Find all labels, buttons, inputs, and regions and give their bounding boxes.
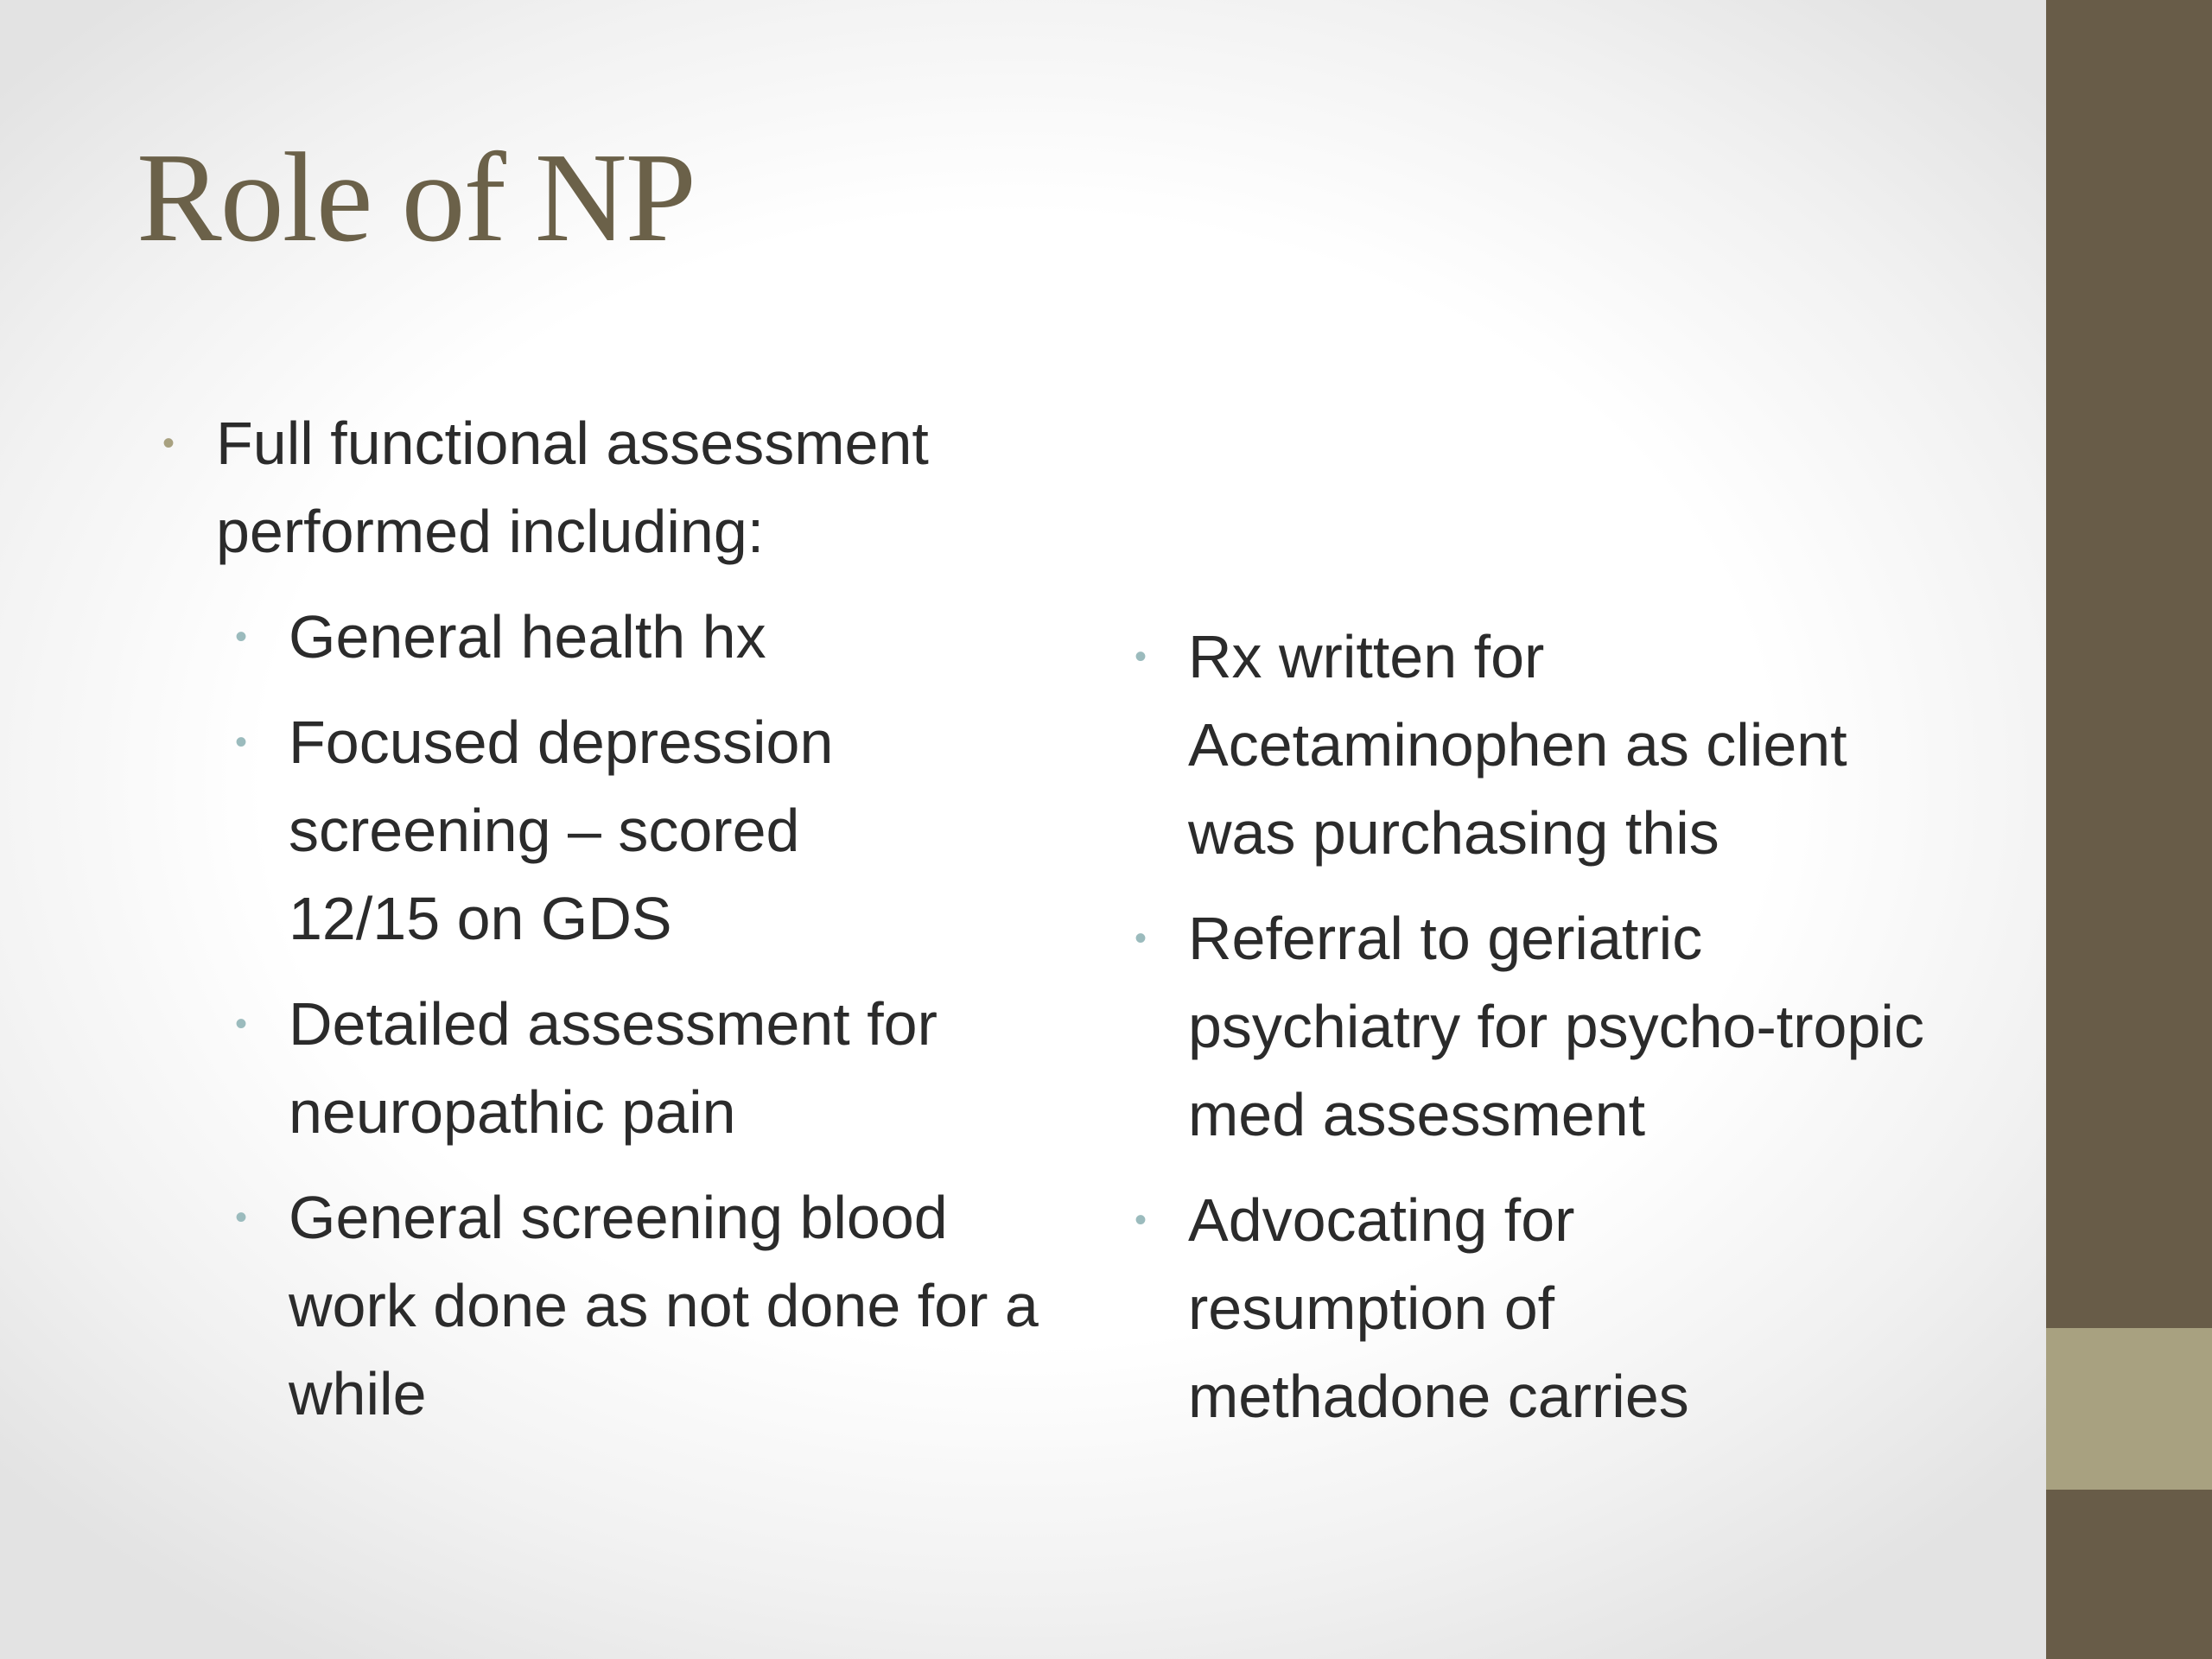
bullet-icon: •: [1135, 638, 1147, 676]
sub-bullet-list: [216, 593, 1080, 1438]
list-item: [235, 593, 1080, 681]
list-item-text: Focused depression screening – scored 12/15 on GDS: [289, 709, 834, 952]
bullet-icon: •: [162, 424, 175, 462]
bullet-icon: •: [1135, 919, 1147, 957]
list-item: [235, 698, 1080, 963]
sidebar-accent-block: [2046, 1328, 2212, 1490]
list-item-text: Referral to geriatric psychiatry for psycho-tropic med assessment: [1188, 905, 1924, 1148]
list-item: [1135, 894, 1966, 1159]
bullet-icon: •: [1135, 1201, 1147, 1239]
bullet-icon: •: [235, 723, 248, 761]
list-item-text: Full functional assessment performed including:: [216, 410, 929, 565]
list-item: [235, 980, 1080, 1156]
bullet-icon: •: [235, 618, 248, 656]
list-item: [1135, 613, 1966, 877]
list-item-text: Detailed assessment for neuropathic pain: [289, 990, 938, 1146]
slide-title: Role of NP: [137, 127, 695, 269]
left-bullet-list: [162, 399, 1080, 1455]
list-item-text: General health hx: [289, 603, 766, 671]
list-item-main: [162, 399, 1080, 1438]
list-item-text: Advocating for resumption of methadone carries: [1188, 1186, 1689, 1430]
bullet-icon: •: [235, 1005, 248, 1043]
decorative-sidebar: [2046, 0, 2212, 1659]
list-item: [1135, 1176, 1966, 1440]
list-item-text: General screening blood work done as not done for a while: [289, 1184, 1039, 1427]
bullet-icon: •: [235, 1198, 248, 1236]
list-item-text: Rx written for Acetaminophen as client was purchasing this: [1188, 623, 1847, 867]
right-bullet-list: [1135, 613, 1966, 1458]
list-item: [235, 1173, 1080, 1438]
